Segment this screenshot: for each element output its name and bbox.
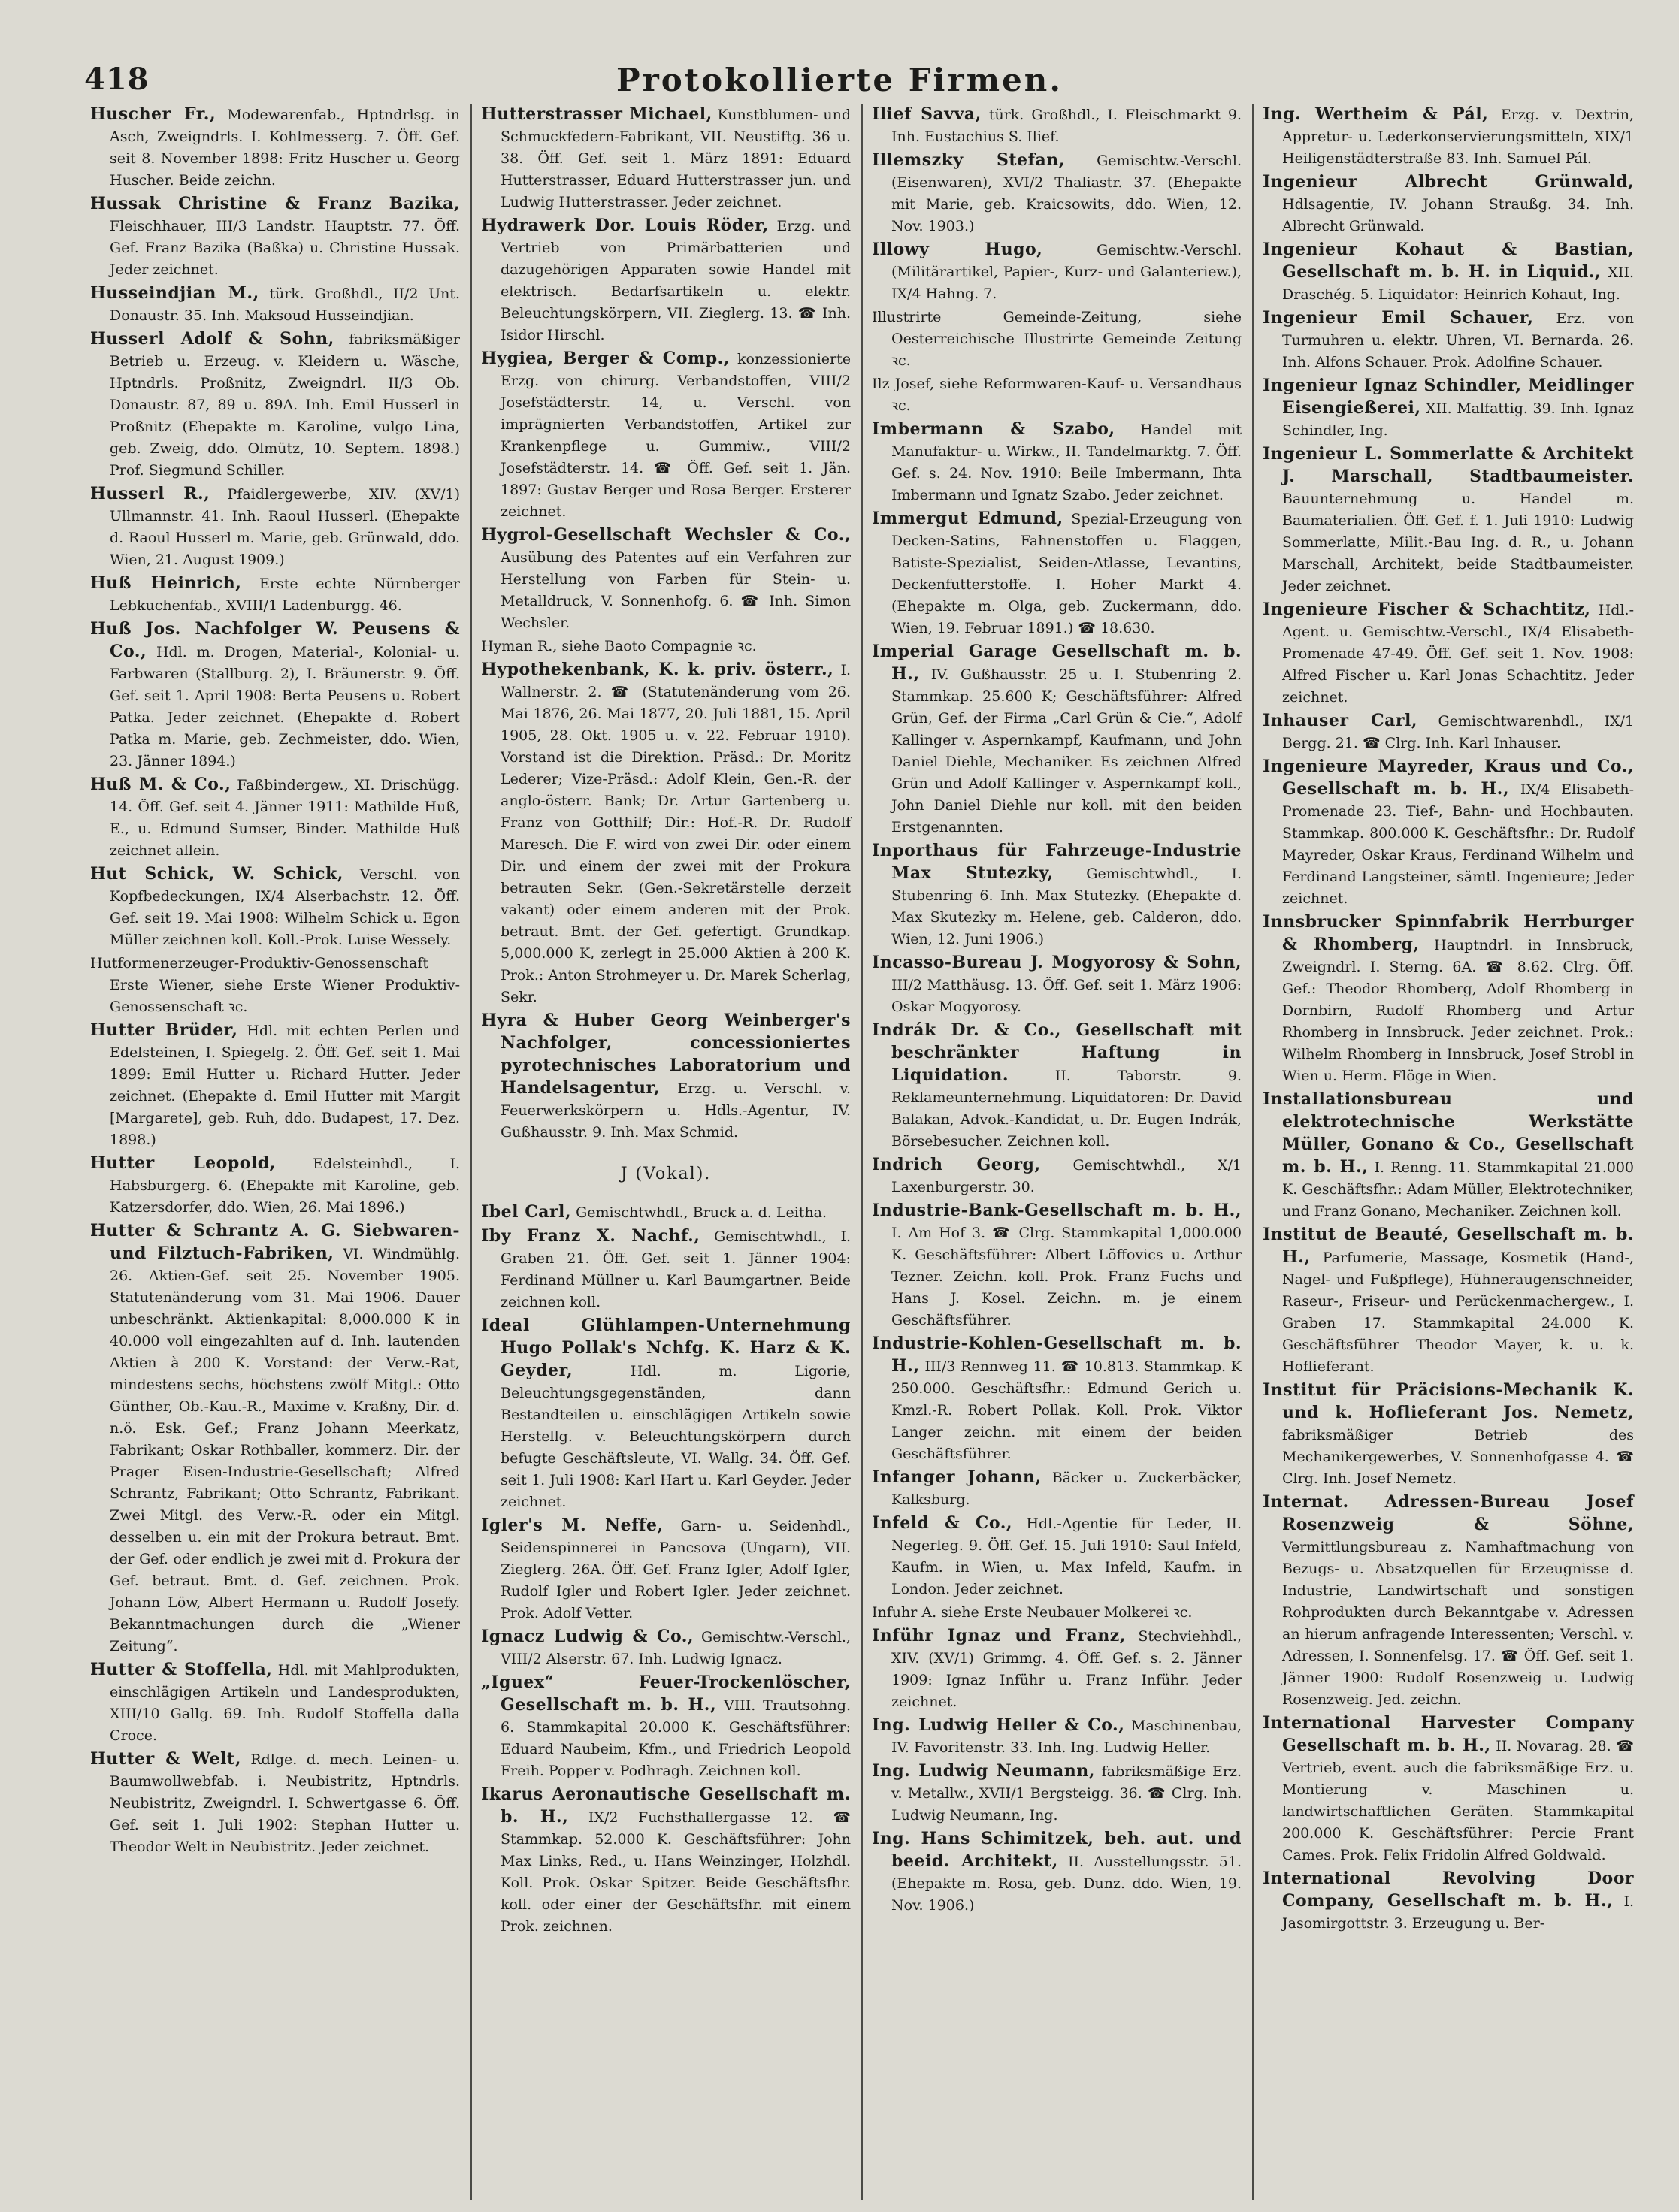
firm-details: Erzg. v. Dextrin, Appretur- u. Lederkonservierungsmitteln, XIX/1 Heiligenstädterstraße 83. Inh. Samuel Pál. (1282, 107, 1635, 167)
firm-entry (1263, 1379, 1634, 1490)
firm-details: XII. Malfattig. 39. Inh. Ignaz Schindler, Ing. (1282, 400, 1634, 439)
firm-name: Hut Schick, W. Schick, (90, 864, 343, 884)
firm-name: Huß M. & Co., (90, 775, 231, 794)
firm-name: Innsbrucker Spinnfabrik Herrburger & Rhomberg, (1263, 912, 1634, 954)
firm-details: IV. Gußhausstr. 25 u. I. Stubenring 2. Stammkap. 25.600 K; Geschäftsführer: Alfred Grün, Gef. der Firma „Carl Grün & Cie.“, Adolf Kallinger v. Aspernkampf, Kaufmann, und John Daniel Diehle, Mechaniker. Es zeichnen Alfred Grün und Adolf Kallinger v. Aspernkampf koll., John Daniel Diehle nur koll. mit den beiden Erstgenannten. (891, 666, 1242, 836)
firm-details: Hauptndrl. in Innsbruck, Zweigndrl. I. Sterng. 6A. ☎ 8.62. Clrg. Öff. Gef.: Theodor Rhomberg, Adolf Rhomberg in Dornbirn, Rudolf Rhomberg und Artur Rhomberg in Innsbruck. Jeder zeichnet. Prok.: Wilhelm Rhomberg in Innsbruck, Josef Strobl in Wien u. Herm. Flöge in Wien. (1282, 937, 1635, 1084)
firm-name: Imperial Garage Gesellschaft m. b. H., (872, 642, 1242, 684)
firm-entry (481, 1515, 851, 1624)
firm-entry (481, 1626, 851, 1670)
firm-name: Ing. Ludwig Neumann, (872, 1761, 1095, 1781)
section-heading: J (Vokal). (620, 1165, 712, 1183)
firm-name: Indrák Dr. & Co., Gesellschaft mit beschränkter Haftung in Liquidation. (872, 1020, 1242, 1085)
firm-name: Ingenieure Fischer & Schachtitz, (1263, 600, 1591, 619)
firm-details: Modewarenfab., Hptndrlsg. in Asch, Zweigndrls. I. Kohlmesserg. 7. Öff. Gef. seit 8. November 1898: Fritz Huscher u. Georg Huscher. Beide zeichn. (110, 107, 460, 189)
firm-name: Hutterstrasser Michael, (481, 104, 712, 124)
firm-details: Gemischtwhdl., X/1 Laxenburgerstr. 30. (891, 1157, 1242, 1195)
firm-entry (90, 1748, 460, 1858)
firm-entry (872, 952, 1242, 1018)
firm-name: Ingenieur L. Sommerlatte & Architekt J. Marschall, Stadtbaumeister. (1263, 444, 1634, 486)
firm-name: Installationsbureau und elektrotechnische Werkstätte Müller, Gonano & Co., Gesellschaft m. b. H., (1263, 1089, 1634, 1177)
firm-entry (872, 641, 1242, 839)
firm-entry (481, 524, 851, 634)
firm-name: Ing. Ludwig Heller & Co., (872, 1715, 1125, 1735)
firm-name: Infeld & Co., (872, 1513, 1013, 1533)
firm-name: Infanger Johann, (872, 1467, 1042, 1487)
firm-name: Institut de Beauté, Gesellschaft m. b. H., (1263, 1225, 1634, 1267)
column-3 (863, 104, 1254, 2200)
firm-name: International Harvester Company Gesellschaft m. b. H., (1263, 1713, 1634, 1755)
firm-details: Hdl. mit Mahlprodukten, einschlägigen Artikeln und Landesprodukten, XIII/10 Gallg. 69. Inh. Rudolf Stoffella dalla Croce. (110, 1662, 460, 1744)
firm-entry (1263, 171, 1634, 237)
firm-name: Incasso-Bureau J. Mogyorosy & Sohn, (872, 953, 1242, 972)
firm-details: Kunstblumen- und Schmuckfedern-Fabrikant, VII. Neustiftg. 36 u. 38. Öff. Gef. seit 1. März 1891: Eduard Hutterstrasser, Eduard Hutterstrasser jun. und Ludwig Hutterstrasser. Jeder zeichnet. (501, 107, 851, 210)
firm-name: Inhauser Carl, (1263, 711, 1417, 730)
firm-entry (90, 953, 460, 1018)
firm-entry (872, 1760, 1242, 1827)
firm-entry (481, 215, 851, 346)
firm-details: Gemischtw.-Verschl., VIII/2 Alserstr. 67. Inh. Ludwig Ignacz. (501, 1629, 851, 1667)
firm-details: Parfumerie, Massage, Kosmetik (Hand-, Nagel- und Fußpflege), Hühneraugenschneider, Raseur-, Friseur- und Perückenmachergew., I. Graben 17. Stammkapital 24.000 K. Geschäftsführer Theodor Mayer, k. u. k. Hoflieferant. (1282, 1250, 1634, 1375)
firm-details: Bäcker u. Zuckerbäcker, Kalksburg. (891, 1470, 1242, 1508)
firm-name: Ilief Savva, (872, 104, 982, 124)
firm-name: Ideal Glühlampen-Unternehmung Hugo Pollak's Nchfg. K. Harz & K. Geyder, (481, 1316, 851, 1380)
firm-details: II. Novarag. 28. ☎ Vertrieb, event. auch die fabriksmäßige Erz. u. Montierung v. Maschinen u. landwirtschaftlichen Geräten. Stammkapital 200.000 K. Geschäftsführer: Percie Frant Cames. Prok. Felix Fridolin Alfred Goldwald. (1282, 1738, 1635, 1863)
firm-details: Ilz Josef, siehe Reformwaren-Kauf- u. Versandhaus ꝛc. (872, 376, 1242, 414)
firm-details: I. Renng. 11. Stammkapital 21.000 K. Geschäftsfhr.: Adam Müller, Elektrotechniker, und Franz Gonano, Mechaniker. Zeichnen koll. (1282, 1159, 1635, 1219)
firm-entry (1263, 911, 1634, 1087)
firm-name: Imbermann & Szabo, (872, 419, 1115, 439)
firm-entry (872, 1467, 1242, 1511)
firm-entry (90, 483, 460, 571)
firm-details: Spezial-Erzeugung von Decken-Satins, Fahnenstoffen u. Flaggen, Batiste-Spezialist, Seiden-Atlasse, Levantins, Deckenfutterstoffe. I. Hoher Markt 4. (Ehepakte m. Olga, geb. Zuckermann, ddo. Wien, 19. Februar 1891.) ☎ 18.630. (891, 511, 1242, 636)
firm-entry (872, 1333, 1242, 1465)
firm-details: Bauunternehmung u. Handel m. Baumaterialien. Öff. Gef. f. 1. Juli 1910: Ludwig Sommerlatte, Milit.-Bau Ing. d. R., u. Johann Marschall, Architekt, beide Stadtbaumeister. Jeder zeichnet. (1282, 491, 1634, 594)
firm-details: Erz. von Turmuhren u. elektr. Uhren, VI. Bernarda. 26. Inh. Alfons Schauer. Prok. Adolfine Schauer. (1282, 310, 1635, 370)
firm-entry (1263, 756, 1634, 910)
firm-entry (872, 1602, 1242, 1624)
firm-name: Huß Heinrich, (90, 573, 242, 593)
firm-details: Rdlge. d. mech. Leinen- u. Baumwollwebfab. i. Neubistritz, Hptndrls. Neubistritz, Zweigndrl. I. Schwertgasse 6. Öff. Gef. seit 1. Juli 1902: Stephan Hutter u. Theodor Welt in Neubistritz. Jeder zeichnet. (110, 1751, 460, 1855)
firm-name: International Revolving Door Company, Gesellschaft m. b. H., (1263, 1869, 1634, 1911)
firm-name: Immergut Edmund, (872, 509, 1063, 528)
firm-details: Edelsteinhdl., I. Habsburgerg. 6. (Ehepakte mit Karoline, geb. Katzersdorfer, ddo. Wien, 26. Mai 1896.) (110, 1156, 461, 1216)
firm-details: Gemischtwhdl., I. Graben 21. Öff. Gef. seit 1. Jänner 1904: Ferdinand Müllner u. Karl Baumgartner. Beide zeichnen koll. (501, 1228, 851, 1310)
firm-details: XII. Draschég. 5. Liquidator: Heinrich Kohaut, Ing. (1282, 264, 1634, 303)
firm-name: Inporthaus für Fahrzeuge-Industrie Max Stutezky, (872, 841, 1242, 883)
firm-details: Garn- u. Seidenhdl., Seidenspinnerei in Pancsova (Ungarn), VII. Zieglerg. 26A. Öff. Gef. Franz Igler, Adolf Igler, Rudolf Igler und Robert Igler. Jeder zeichnet. Prok. Adolf Vetter. (501, 1518, 851, 1621)
firm-entry (481, 1201, 851, 1224)
firm-details: türk. Großhdl., II/2 Unt. Donaustr. 35. Inh. Maksoud Husseindjian. (110, 286, 460, 324)
firm-name: Hussak Christine & Franz Bazika, (90, 194, 460, 213)
firm-name: Ing. Wertheim & Pál, (1263, 104, 1489, 124)
firm-entry (1263, 1491, 1634, 1711)
firm-entry (872, 419, 1242, 506)
firm-details: Maschinenbau, IV. Favoritenstr. 33. Inh. Ing. Ludwig Heller. (891, 1718, 1242, 1756)
firm-entry (90, 283, 460, 327)
firm-name: Hyra & Huber Georg Weinberger's Nachfolger, concessioniertes pyrotechnisches Laboratorium und Handelsagentur, (481, 1011, 851, 1098)
firm-name: Hygrol-Gesellschaft Wechsler & Co., (481, 525, 851, 545)
firm-name: Ikarus Aeronautische Gesellschaft m. b. H., (481, 1784, 851, 1827)
page-title: Protokollierte Firmen. (616, 62, 1063, 98)
firm-details: Hutformenerzeuger-Produktiv-Genossenschaft Erste Wiener, siehe Erste Wiener Produktiv-Genossenschaft ꝛc. (90, 955, 460, 1015)
firm-entry (481, 1010, 851, 1144)
firm-name: Iby Franz X. Nachf., (481, 1226, 700, 1246)
firm-entry (872, 1715, 1242, 1759)
firm-name: Industrie-Bank-Gesellschaft m. b. H., (872, 1201, 1242, 1220)
firm-details: Faßbindergew., XI. Drischügg. 14. Öff. Gef. seit 4. Jänner 1911: Mathilde Huß, E., u. Edmund Sumser, Binder. Mathilde Huß zeichnet allein. (110, 777, 461, 859)
firm-entry (872, 1625, 1242, 1713)
firm-details: Handel mit Manufaktur- u. Wirkw., II. Tandelmarktg. 7. Öff. Gef. s. 24. Nov. 1910: Beile Imbermann, Ihta Imbermann und Ignatz Szabo. Jeder zeichnet. (891, 422, 1242, 503)
firm-name: Hypothekenbank, K. k. priv. österr., (481, 660, 834, 679)
firm-name: Indrich Georg, (872, 1155, 1041, 1174)
firm-name: Husserl Adolf & Sohn, (90, 329, 334, 349)
firm-entry (90, 573, 460, 617)
firm-entry (1263, 1712, 1634, 1866)
firm-name: Hutter Leopold, (90, 1153, 276, 1173)
firm-details: Hdl.-Agentie für Leder, II. Negerleg. 9. Öff. Gef. 15. Juli 1910: Saul Infeld, Kaufm. in Wien, u. Max Infeld, Kaufm. in London. Jeder zeichnet. (891, 1515, 1242, 1597)
firm-details: Gemischtwhdl., Bruck a. d. Leitha. (576, 1204, 827, 1221)
firm-name: Internat. Adressen-Bureau Josef Rosenzweig & Söhne, (1263, 1492, 1634, 1534)
firm-details: fabriksmäßiger Betrieb des Mechanikergewerbes, V. Sonnenhofgasse 4. ☎ Clrg. Inh. Josef Nemetz. (1282, 1427, 1634, 1487)
firm-name: Hutter & Schrantz A. G. Siebwaren- und Filztuch-Fabriken, (90, 1221, 460, 1263)
firm-entry (872, 840, 1242, 950)
firm-name: Hutter & Stoffella, (90, 1660, 273, 1679)
firm-details: Infuhr A. siehe Erste Neubauer Molkerei ꝛc. (872, 1604, 1193, 1621)
firm-entry (481, 659, 851, 1008)
firm-details: II. Ausstellungsstr. 51. (Ehepakte m. Rosa, geb. Dunz. ddo. Wien, 19. Nov. 1906.) (891, 1854, 1242, 1914)
column-1 (81, 104, 472, 2200)
firm-details: Vermittlungsbureau z. Namhaftmachung von Bezugs- u. Absatzquellen für Erzeugnisse d. Industrie, Landwirtschaft und sonstigen Rohprodukten durch Bekanntgabe v. Adressen an hierum anfragende Interessenten; Verschl. v. Adressen, I. Sonnenfelsg. 17. ☎ Öff. Gef. seit 1. Jänner 1900: Rudolf Rosenzweig u. Ludwig Rosenzweig. Jed. zeichn. (1282, 1539, 1634, 1708)
firm-details: Erste echte Nürnberger Lebkuchenfab., XVIII/1 Ladenburgg. 46. (110, 576, 460, 614)
firm-entry (872, 1828, 1242, 1917)
firm-details: Hyman R., siehe Baoto Compagnie ꝛc. (481, 638, 757, 654)
firm-entry (1263, 1868, 1634, 1935)
firm-entry (872, 1200, 1242, 1331)
firm-entry (481, 1315, 851, 1513)
firm-details: fabriksmäßiger Betrieb u. Erzeug. v. Kleidern u. Wäsche, Hptndrls. Proßnitz, Zweigndrl. II/3 Ob. Donaustr. 87, 89 u. 89A. Inh. Emil Husserl in Proßnitz (Ehepakte m. Karoline, vulgo Lina, geb. Zweig, ddo. Olmütz, 10. Septem. 1898.) Prof. Siegmund Schiller. (110, 331, 461, 479)
firm-name: Inführ Ignaz und Franz, (872, 1626, 1126, 1645)
firm-details: Fleischhauer, III/3 Landstr. Hauptstr. 77. Öff. Gef. Franz Bazika (Baßka) u. Christine Hussak. Jeder zeichnet. (110, 218, 460, 278)
firm-details: Erzg. u. Verschl. v. Feuerwerkskörpern u. Hdls.-Agentur, IV. Gußhausstr. 9. Inh. Max Schmid. (501, 1080, 851, 1141)
firm-details: I. Wallnerstr. 2. ☎ (Statutenänderung vom 26. Mai 1876, 26. Mai 1877, 20. Juli 1881, 15. April 1905, 28. Okt. 1905 u. v. 22. Februar 1910). Vorstand ist die Direktion. Präsd.: Dr. Moritz Lederer; Vize-Präsd.: Adolf Klein, Gen.-R. der anglo-österr. Bank; Dr. Artur Gartenberg u. Franz von Gotthilf; Dir.: Hof.-R. Dr. Rudolf Maresch. Die F. wird von zwei Dir. oder einem Dir. und einem der zwei mit der Prokura betrauten Sekr. (Gen.-Sekretärstelle derzeit vakant) oder einem anderen mit der Prok. betraut. Bmt. der Gef. gefertigt. Grundkap. 5,000.000 K, zerlegt in 25.000 Aktien à 200 K. Prok.: Anton Strohmeyer u. Dr. Marek Scherlag, Sekr. (501, 662, 851, 1005)
firm-entry (90, 1220, 460, 1657)
firm-name: Ibel Carl, (481, 1202, 572, 1222)
firm-entry (90, 104, 460, 192)
firm-details: Pfaidlergewerbe, XIV. (XV/1) Ullmannstr. 41. Inh. Raoul Husserl. (Ehepakte d. Raoul Husserl m. Marie, geb. Grünwald, ddo. Wien, 21. August 1909.) (110, 486, 461, 568)
firm-details: Hdl.-Agent. u. Gemischtw.-Verschl., IX/4 Elisabeth-Promenade 47-49. Öff. Gef. seit 1. Nov. 1908: Alfred Fischer u. Karl Jonas Schachtitz. Jeder zeichnet. (1282, 602, 1634, 706)
firm-entry (90, 1153, 460, 1219)
firm-entry (90, 863, 460, 951)
firm-details: Gemischtwarenhdl., IX/1 Bergg. 21. ☎ Clrg. Inh. Karl Inhauser. (1282, 713, 1634, 751)
firm-entry (90, 1020, 460, 1151)
firm-entry (90, 328, 460, 482)
firm-entry (1263, 599, 1634, 709)
firm-name: Hydrawerk Dor. Louis Röder, (481, 216, 769, 235)
firm-name: „Iguex“ Feuer-Trockenlöscher, Gesellschaft m. b. H., (481, 1673, 851, 1715)
firm-details: VIII. Trautsohng. 6. Stammkapital 20.000 K. Geschäftsführer: Eduard Naubeim, Kfm., und Friedrich Leopold Freih. Popper v. Podhragh. Zeichnen koll. (501, 1697, 851, 1779)
firm-entry (872, 1154, 1242, 1198)
firm-entry (481, 104, 851, 213)
firm-name: Ingenieur Ignaz Schindler, Meidlinger Eisengießerei, (1263, 376, 1634, 418)
firm-details: Erzg. und Vertrieb von Primärbatterien und dazugehörigen Apparaten sowie Handel mit elektrisch. Bedarfsartikeln u. elektr. Beleuchtungskörpern, VII. Zieglerg. 13. ☎ Inh. Isidor Hirschl. (501, 218, 851, 343)
firm-entry (872, 239, 1242, 305)
firm-entry (872, 508, 1242, 639)
firm-details: Hdl. mit echten Perlen und Edelsteinen, I. Spiegelg. 2. Öff. Gef. seit 1. Mai 1899: Emil Hutter u. Richard Hutter. Jeder zeichnet. (Ehepakte d. Emil Hutter mit Margit [Margarete], geb. Ruh, ddo. Budapest, 17. Dez. 1898.) (110, 1023, 460, 1148)
firm-details: Stechviehhdl., XIV. (XV/1) Grimmg. 4. Öff. Gef. s. 2. Jänner 1909: Ignaz Inführ u. Franz Inführ. Jeder zeichnet. (891, 1628, 1242, 1710)
firm-details: fabriksmäßige Erz. v. Metallw., XVII/1 Bergsteigg. 36. ☎ Clrg. Inh. Ludwig Neumann, Ing. (891, 1763, 1242, 1824)
firm-details: Gemischtw.-Verschl. (Militärartikel, Papier-, Kurz- und Galanteriew.), IX/4 Hahng. 7. (891, 242, 1242, 302)
firm-name: Illemszky Stefan, (872, 150, 1065, 170)
firm-details: IX/4 Elisabeth-Promenade 23. Tief-, Bahn- und Hochbauten. Stammkap. 800.000 K. Geschäftsfhr.: Dr. Rudolf Mayreder, Oskar Kraus, Ferdinand Wilhelm und Ferdinand Langsteiner, sämtl. Ingenieure; Jeder zeichnet. (1282, 781, 1634, 907)
firm-details: konzessionierte Erzg. von chirurg. Verbandstoffen, VIII/2 Josefstädterstr. 14, u. Verschl. von imprägnierten Verbandstoffen, Artikel zur Krankenpflege u. Gummiw., VIII/2 Josefstädterstr. 14. ☎ Öff. Gef. seit 1. Jän. 1897: Gustav Berger und Rosa Berger. Ersterer zeichnet. (501, 351, 851, 520)
firm-entry (872, 307, 1242, 372)
firm-name: Ignacz Ludwig & Co., (481, 1627, 694, 1646)
firm-name: Institut für Präcisions-Mechanik K. und k. Hoflieferant Jos. Nemetz, (1263, 1380, 1634, 1422)
firm-entry (481, 348, 851, 523)
columns (81, 104, 1644, 2200)
firm-entry (1263, 710, 1634, 754)
firm-name: Ingenieur Emil Schauer, (1263, 308, 1534, 328)
firm-details: Hdlsagentie, IV. Johann Straußg. 34. Inh. Albrecht Grünwald. (1282, 196, 1634, 234)
firm-entry (90, 193, 460, 281)
firm-name: Illowy Hugo, (872, 240, 1043, 259)
firm-name: Huß Jos. Nachfolger W. Peusens & Co., (90, 619, 460, 661)
firm-name: Ingenieur Albrecht Grünwald, (1263, 172, 1634, 192)
firm-entry (872, 373, 1242, 417)
firm-details: III/3 Rennweg 11. ☎ 10.813. Stammkap. K 250.000. Geschäftsfhr.: Edmund Gerich u. Kmzl.-R. Robert Pollak. Koll. Prok. Viktor Langer zeichn. mit einem der beiden Geschäftsführer. (891, 1358, 1242, 1462)
firm-entry (872, 1020, 1242, 1153)
firm-details: Illustrirte Gemeinde-Zeitung, siehe Oesterreichische Illustrirte Gemeinde Zeitung ꝛc. (872, 309, 1242, 369)
firm-entry (872, 150, 1242, 237)
firm-name: Hutter Brüder, (90, 1020, 238, 1040)
firm-details: Hdl. m. Drogen, Material-, Kolonial- u. Farbwaren (Stallburg. 2), I. Bräunerstr. 9. Öff. Gef. seit 1. April 1908: Berta Peusens u. Robert Patka. Jeder zeichnet. (Ehepakte d. Robert Patka m. Marie, geb. Zechmeister, ddo. Wien, 23. Jänner 1894.) (110, 644, 461, 769)
firm-details: Gemischtw.-Verschl. (Eisenwaren), XVI/2 Thaliastr. 37. (Ehepakte mit Marie, geb. Kraicsowits, ddo. Wien, 12. Nov. 1903.) (891, 153, 1242, 234)
firm-name: Ingenieur Kohaut & Bastian, Gesellschaft m. b. H. in Liquid., (1263, 240, 1634, 282)
firm-entry (90, 1659, 460, 1747)
firm-entry (1263, 443, 1634, 597)
firm-name: Hutter & Welt, (90, 1749, 241, 1769)
firm-details: Verschl. von Kopfbedeckungen, IX/4 Alserbachstr. 12. Öff. Gef. seit 19. Mai 1908: Wilhelm Schick u. Egon Müller zeichnen koll. Koll.-Prok. Luise Wessely. (110, 866, 461, 948)
firm-entry (481, 1225, 851, 1313)
firm-entry (1263, 104, 1634, 170)
firm-entry (481, 1784, 851, 1938)
firm-details: Ausübung des Patentes auf ein Verfahren zur Herstellung von Farben für Stein- u. Metalldruck, V. Sonnenhofg. 6. ☎ Inh. Simon Wechsler. (501, 549, 851, 631)
firm-entry (872, 1512, 1242, 1600)
firm-entry (1263, 307, 1634, 373)
firm-entry (90, 774, 460, 862)
firm-details: Gemischtwhdl., I. Stubenring 6. Inh. Max Stutezky. (Ehepakte d. Max Skutezky m. Helene, geb. Calderon, ddo. Wien, 12. Juni 1906.) (891, 866, 1242, 947)
firm-entry (1263, 239, 1634, 306)
firm-name: Hygiea, Berger & Comp., (481, 349, 730, 368)
page-number: 418 (84, 62, 150, 97)
firm-entry (481, 636, 851, 657)
firm-entry (481, 1672, 851, 1782)
firm-details: I. Am Hof 3. ☎ Clrg. Stammkapital 1,000.000 K. Geschäftsführer: Albert Löffovics u. Arthur Tezner. Zeichn. koll. Prok. Franz Fuchs und Hans J. Kosel. Zeichn. m. je einem Geschäftsführer. (891, 1225, 1242, 1328)
firm-entry (872, 104, 1242, 148)
firm-details: VI. Windmühlg. 26. Aktien-Gef. seit 25. November 1905. Statutenänderung vom 31. Mai 1906. Dauer unbeschränkt. Aktienkapital: 8,000.000 K in 40.000 voll eingezahlten auf d. Inh. lautenden Aktien à 200 K. Vorstand: der Verw.-Rat, mindestens sechs, höchstens zwölf Mitgl.: Otto Günther, Ob.-Kau.-R., Maxime v. Kraßny, Dir. d. n.ö. Esk. Gef.; Franz Johann Meerkatz, Fabrikant; Oskar Rothballer, kommerz. Dir. der Prager Eisen-Industrie-Gesellschaft; Alfred Schrantz, Fabrikant; Otto Schrantz, Fabrikant. Zwei Mitgl. des Verw.-R. oder ein Mitgl. desselben u. ein mit der Prokura betraut. Bmt. der Gef. oder endlich je zwei mit d. Prokura der Gef. betraut. Bmt. d. Gef. zeichnen. Prok. Johann Löw, Albert Hermann u. Rudolf Josefy. Bekanntmachungen durch die „Wiener Zeitung“. (110, 1246, 460, 1654)
firm-details: türk. Großhdl., I. Fleischmarkt 9. Inh. Eustachius S. Ilief. (891, 107, 1242, 145)
firm-details: III/2 Matthäusg. 13. Öff. Gef. seit 1. März 1906: Oskar Mogyorosy. (891, 977, 1242, 1015)
column-2 (472, 104, 863, 2200)
column-4 (1254, 104, 1644, 2200)
firm-name: Husserl R., (90, 484, 210, 503)
firm-name: Igler's M. Neffe, (481, 1515, 664, 1535)
firm-entry (1263, 375, 1634, 442)
firm-details: I. Jasomirgottstr. 3. Erzeugung u. Ber- (1282, 1893, 1634, 1932)
firm-entry (1263, 1224, 1634, 1378)
firm-entry (1263, 1089, 1634, 1222)
firm-details: IX/2 Fuchsthallergasse 12. ☎ Stammkap. 52.000 K. Geschäftsführer: John Max Links, Red., u. Hans Weinzinger, Holzhdl. Koll. Prok. Oskar Spitzer. Beide Geschäftsfhr. koll. oder einer der Geschäftsfhr. mit einem Prok. zeichnen. (501, 1809, 851, 1935)
firm-name: Husseindjian M., (90, 283, 259, 303)
firm-details: Hdl. m. Ligorie, Beleuchtungsgegenständen, dann Bestandteilen u. einschlägigen Artikeln sowie Herstellg. v. Beleuchtungskörpern durch befugte Geschäftsleute, VI. Wallg. 34. Öff. Gef. seit 1. Juli 1908: Karl Hart u. Karl Geyder. Jeder zeichnet. (501, 1363, 851, 1510)
firm-name: Ing. Hans Schimitzek, beh. aut. und beeid. Architekt, (872, 1829, 1242, 1871)
firm-name: Huscher Fr., (90, 104, 216, 124)
firm-name: Industrie-Kohlen-Gesellschaft m. b. H., (872, 1334, 1242, 1376)
firm-name: Ingenieure Mayreder, Kraus und Co., Gesellschaft m. b. H., (1263, 757, 1634, 799)
firm-details: II. Taborstr. 9. Reklameunternehmung. Liquidatoren: Dr. David Balakan, Advok.-Kandidat, u. Dr. Eugen Indrák, Börsebesucher. Zeichnen koll. (891, 1068, 1242, 1150)
firm-entry (90, 618, 460, 772)
